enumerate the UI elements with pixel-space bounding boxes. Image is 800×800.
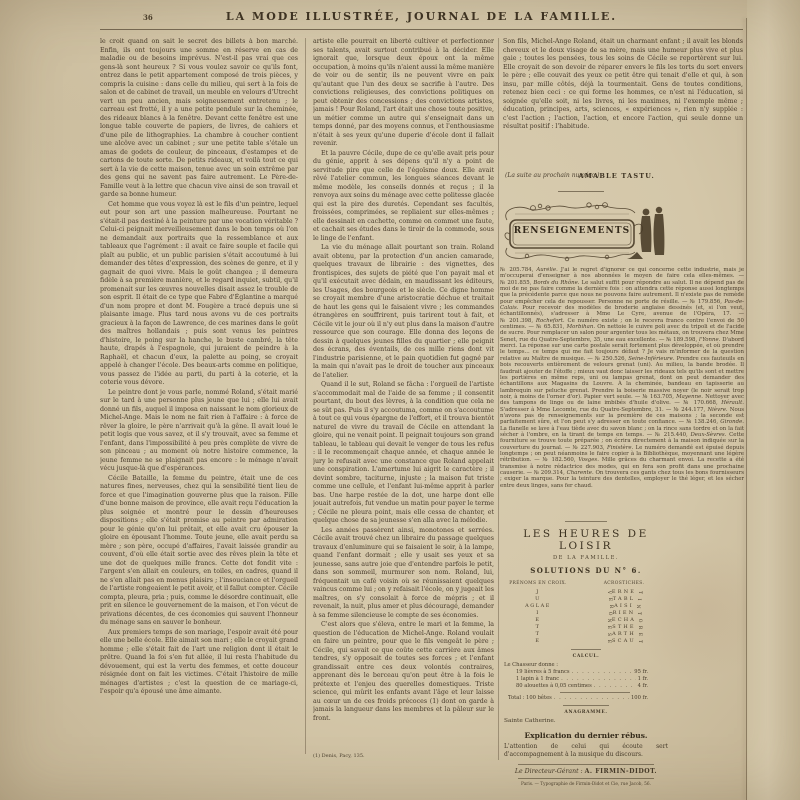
calcul-total: [508, 695, 648, 702]
anagramme-heading: ANAGRAMME.: [564, 710, 608, 715]
rebus-heading: Explication du dernier rébus.: [524, 731, 648, 740]
gerant-label: Le Directeur-Gérant :: [514, 768, 583, 776]
section-rule: [565, 521, 607, 522]
column-divider-1: [305, 38, 306, 754]
acrostiches-header: ACROSTICHES.: [603, 581, 645, 586]
solutions-heading: SOLUTIONS DU N° 6.: [530, 566, 642, 575]
loisirs-title: LES HEURES DE LOISIR: [523, 528, 649, 552]
gerant-name: A. FIRMIN-DIDOT.: [584, 768, 658, 776]
renseignements-banner: [503, 200, 669, 262]
section-rule: [571, 649, 601, 650]
calcul-rule: [560, 692, 630, 693]
acrostiches: [576, 581, 672, 645]
prenoms-en-croix: [500, 581, 576, 645]
imprint-line: Paris. — Typographie de Firmin-Didot et Cie, rue Jacob, 56.: [521, 782, 651, 788]
calcul-lines: 19 lièvres à 5 francs . . . 95 fr. 1 lapin à 1 franc . . . 1 fr. 80 alouettes à 0,05 centimes . . . 4 fr.: [516, 669, 648, 690]
renseignements-title: RENSEIGNEMENTS: [513, 226, 631, 236]
text-column-1: le croit quand on sait le secret des billets à bon marché. Enfin, ils ont toujours une somme en réserve en cas de maladie ou de besoins imprévus. N'est-il pas vrai que ces gens-là sont heureux ? Si vous voulez savoir ce qu'ils font, entrez dans le petit appartement composé de trois pièces, y compris la cuisine : dans celle du milieu, qui sert à la fois de salon et de cabinet de travail, un meuble en velours d'Utrecht vert un peu ancien, mais soigneusement entretenu ; le carreau est frotté, il y a une petite pendule sur la cheminée, des rideaux blancs à la fenêtre. Devant cette fenêtre est une longue table couverte de papiers, de livres, de cahiers et d'une pile de lithographies. La chambre à coucher contient une alcôve avec un cabinet ; sur une petite table s'étale un amas de godets de couleur, de pinceaux, d'estampes et de cartons de toute sorte. De petits rideaux, et voilà tout ce qui sert à la vie de cette maison, tenue avec un soin extrême par des gens qui ne savent pas faire autrement. Le Père-de-Famille veut à la lettre que chacun vive ainsi de son travail et garde sa bonne humeur. Cet homme que vous voyez là est le fils d'un peintre, lequel eut pour son art une passion malheureuse. Pourtant ne s'était-il pas destiné à la peinture par une vocation véritable ? Celui-ci peignait merveilleusement dans le bon temps où l'on ne demandait aux portraits que la ressemblance et aux tableaux que l'agrément : il avait ce faire souple et facile qui plaît au public, et un public parisien s'était accoutumé à lui demander des têtes d'expression, des scènes de genre, et il y gagnait de quoi vivre. Mais le goût changea ; il demeura fidèle à sa première manière, et le regard inquiet, subtil, qu'il promenait sur les œuvres nouvelles disait assez le trouble de son esprit. Il était de ce type que Fabre d'Églantine a marqué d'un nom propre et dont M. Fougère a tracé depuis une si plaisante image. Plus tard nous avons vu de ces portraits gracieux à la façon de Lawrence, de ces marines dans le goût des maîtres hollandais ; puis sont venus les peintres d'histoire, le poing sur la hanche, le buste cambré, la tête haute, drapés à l'espagnole, qui juraient de peindre à la Raphaël, et chacun d'eux, la palette au poing, se croyait appelé à changer l'école. Des beaux-arts comme en politique, vous passez de l'idée au parti, du parti à la coterie, et la coterie vous dévore. Le peintre dont je vous parle, nommé Roland, s'était marié sur le tard à une personne plus jeune que lui ; elle lui avait donné un fils, auquel il imposa en naissant le nom glorieux de Michel-Ange. Mais le nom ne fait rien à l'affaire : à force de rêver la gloire, le père n'arrivait qu'à la gêne. Il avait loué le petit logis que vous savez, et il s'y trouvait, avec sa femme et l'enfant, dans l'impossibilité à peu près complète de vivre de son pinceau ; au moment où notre histoire commence, la jeune femme ne se plaignait pas encore : le ménage n'avait vécu jusque-là que d'espérances. Cécile Bataille, la femme du peintre, était une de ces natures fines, nerveuses, chez qui la sensibilité tient lieu de force et que l'imagination gouverne plus que la raison. Fille d'une bonne maison de province, elle avait reçu l'éducation la plus soignée et montré pour le dessin d'heureuses dispositions ; elle s'était promise au peintre par admiration pour le génie qu'on lui prêtait, et elle avait cru épouser la gloire en épousant l'homme. Toute jeune, elle avait perdu sa mère ; son père, occupé d'affaires, l'avait laissée grandir au couvent, d'où elle était sortie avec des rêves plein la tête et une dot de quelques mille francs. Cette dot fondit vite : l'argent s'en allait en couleurs, en toiles, en cadres, quand il ne s'en allait pas en menus plaisirs ; l'insouciance et l'orgueil de l'artiste rongeaient le petit avoir, et il fallut compter. Cécile compta, pleura, pria ; puis, comme le désordre continuait, elle prit en silence le gouvernement de la maison, et l'on vécut de privations décentes, de ces économies qui sauvent l'honneur du ménage sans en sauver le bonheur. Aux premiers temps de son mariage, l'espoir avait été pour elle une belle école. Elle aimait son mari ; elle le croyait grand homme ; elle s'était fait de l'art une religion dont il était le prêtre. Quand la foi s'en fut allée, il lui resta l'habitude du dévouement, qui est la vertu des femmes, et cette douceur résignée dont on fait les victimes. C'était l'histoire de mille ménages d'artistes ; c'est la question de ce mariage-ci, l'espoir qu'a épousé une âme aimante.: [100, 38, 298, 695]
calcul-total-amount: 100 fr.: [630, 695, 648, 701]
page-number: 36: [143, 13, 153, 22]
section-divider: [558, 191, 604, 192]
prenoms-header: PRÉNOMS EN CROIX.: [509, 581, 567, 586]
puzzle-solutions: [500, 581, 672, 645]
acrostiche-rows: VERNET ETABLI RAISIN ORIENT NECHAO ESTHER SARTHE ESCAUT: [605, 589, 643, 644]
page-edge-line: [746, 18, 747, 800]
loisirs-section: [500, 521, 672, 787]
text-column-3: Son fils, Michel-Ange Roland, était un charmant enfant ; il avait les blonds cheveux et le doux visage de sa mère, mais une humeur plus vive et plus gaie ; toutes les pensées, tous les soins de Cécile se reportèrent sur lui. Elle croyait de son devoir de réparer envers le fils les torts du sort envers le père ; elle couvait des yeux ce petit être qui tenait d'elle et qui, à son insu, par mille côtés, déjà la tourmentait. Gens de toutes conditions, retenez bien ceci : ce qui forme les hommes, ce n'est ni l'éducation, si soignée qu'elle soit, ni les livres, ni les maximes, ni l'exemple même ; éducation, principes, arts, sciences, « expériences », rien n'y supplée : c'est l'action ; l'action, l'action, et encore l'action, qui seule donne un résultat positif : l'habitude.: [503, 38, 743, 130]
gerant-line: [500, 768, 672, 775]
rebus-text: L'attention de celui qui écoute sert d'accompagnement à la musique du discours.: [504, 743, 668, 758]
continuation-note: (La suite au prochain numéro.): [505, 172, 600, 179]
serial-end-line: [503, 172, 743, 182]
journal-title: LA MODE ILLUSTRÉE, JOURNAL DE LA FAMILLE.: [225, 10, 618, 23]
section-rule: [563, 705, 609, 706]
anagramme-answer: Sainte Catherine.: [504, 718, 556, 724]
calcul-intro: Le Chasseur donne :: [504, 662, 559, 668]
prenoms-letters: J U AGLAE I E T T E: [525, 589, 551, 644]
calcul-total-label: Total : 100 bêtes: [508, 695, 552, 701]
footer-rule: [518, 764, 654, 765]
text-column-2: artiste elle pourrait en liberté cultiver et perfectionner ses talents, avait surtout contribué à la décider. Elle ignorait que, lorsque deux époux ont la même occupation, à moins qu'ils n'aient aussi la même manière de voir ou de sentir, ils ne peuvent vivre en paix qu'autant que l'un des deux se sacrifie à l'autre. Des convictions religieuses, des convictions politiques on peut obtenir des concessions ; des convictions artistes, jamais ! Pour Roland, l'art était une chose toute positive, un métier comme un autre qui s'enseignait dans un temps donné, par des moyens connus, et l'enthousiasme n'était à ses yeux qu'une duperie d'école dont il fallait revenir. Et la pauvre Cécile, dupe de ce qu'elle avait pris pour du génie, apprit à ses dépens qu'il n'y a point de servitude pire que celle de l'égoïsme doux. Elle avait rêvé l'atelier commun, les longues séances devant le même modèle, les conseils donnés et reçus ; il la renvoya aux soins du ménage avec cette politesse glacée qui est la pire des duretés. Cependant ses facultés, froissées, comprimées, se repliaient sur elles-mêmes ; elle dessinait en cachette, comme on commet une faute, et cachait ses études dans le tiroir de la commode, sous le linge de l'enfant. La vie du ménage allait pourtant son train. Roland avait obtenu, par la protection d'un ancien camarade, quelques travaux de librairie : des vignettes, des frontispices, des sujets de piété que l'on payait mal et qu'il exécutait avec dédain, en maudissant les éditeurs, les Usages, des bourgeois et le siècle. Ce digne homme se croyait membre d'une aristocratie déchue et traitait de haut les gens qui le faisaient vivre ; les commandes étrangères en souffrirent, puis tarirent tout à fait, et Cécile vit le jour où il n'y eut plus dans la maison d'autre ressource que son courage. Elle donna des leçons de dessin à quelques jeunes filles du quartier ; elle peignit des écrans, des éventails, de ces mille riens dont vit l'industrie parisienne, et le pain quotidien fut gagné par la main qui n'avait pas le droit de toucher aux pinceaux de l'atelier. Quand il le sut, Roland se fâcha : l'orgueil de l'artiste s'accommodait mal de l'aide de sa femme ; il consentit pourtant, du bout des lèvres, à la condition que cela ne se sût pas. Puis il s'y accoutuma, comme on s'accoutume à tout ce qui vous épargne de l'effort, et il trouva bientôt naturel de vivre du travail de Cécile en attendant la gloire, qui ne venait point. Il peignait toujours son grand tableau, le tableau qui devait le venger de tous les refus : il le recommençait chaque année, et chaque année le jury le refusait avec une constance que Roland appelait une conspiration. L'amertume lui aigrit le caractère ; il devint sombre, taciturne, injuste ; la maison fut triste comme une cellule, et l'enfant lui-même apprit à parler bas. Une harpe restée de la dot, une harpe dont elle jouait autrefois, fut vendue un matin pour payer le terme ; Cécile ne pleura point, mais elle cessa de chanter, et quelque chose de sa jeunesse s'en alla avec la mélodie. Les années passèrent ainsi, monotones et serrées. Cécile avait trouvé chez un libraire du passage quelques travaux d'enluminure qui se faisaient le soir, à la lampe, quand l'enfant dormait ; elle y usait ses yeux et sa jeunesse, sans autre joie que d'entendre parfois le petit, dans son sommeil, murmurer son nom. Roland, lui, fréquentait un café voisin où se réunissaient quelques vaincus comme lui ; on y refaisait l'école, on y jugeait les maîtres, on s'y consolait à force de mépris ; et il revenait, la nuit, plus amer et plus découragé, demander à sa femme silencieuse le compte de ses économies. C'est alors que s'éleva, entre le mari et la femme, la question de l'éducation de Michel-Ange. Roland voulait en faire un peintre, pour que le fils vengeât le père ; Cécile, qui savait ce que coûte cette carrière aux âmes tendres, s'y opposait de toutes ses forces ; et l'enfant grandissait entre ces deux volontés contraires, apprenant dès le berceau qu'on peut être à la fois le prétexte et l'enjeu des querelles domestiques. Triste science, qui mûrit les enfants avant l'âge et leur laisse au cœur un de ces froids précoces (1) dont on garde à jamais la langueur dans les membres et la pâleur sur le front.: [313, 38, 494, 722]
footnote: (1) Denis, Pacy, 135.: [313, 753, 365, 759]
loisirs-subtitle: DE LA FAMILLE.: [552, 555, 619, 561]
renseignements-text: № 205.784, Aurélie. J'ai le regret d'ignorer ce qui concerne cette industrie, mais je m'occuperai d'enseigner à nos abonnées le moyen de faire cela elles-mêmes. — № 201.855, Bords du Rhône. Le salut suffit pour répondre au salut. Il ne dépend pas de moi de ne pas faire comme la dernière fois : on attendra cette réponse aussi longtemps que la précédente parce que nous ne pouvons faire autrement. Il n'existe pas de remède pour empêcher cela de repousser. Personne ne porte de résille. — № 179.856, Pas-de-Calais. Pour recevoir des modèles de broderie anglaise dessinés (et, si l'on veut, échantillonnés), s'adresser à Mme Le Cyre, avenue de l'Opéra, 17. — № 201.398, Rochefort. Ce numéro existe ; on le recevra franco contre l'envoi de 50 centimes. — № 65.831, Morbihan. On nettoie le cuivre poli avec du tripoli et de l'acide de sucre. Pour remplacer un salon pour argenter tous les métaux, on trouvera chez Mme Senet, rue du Quatre-Septembre, 35, une eau excellente. — № 189.598, l'Yonne. D'abord merci. La réponse sur une carte postale serait fortement plus développée, et où prendre le temps... ce temps qui me fait toujours défaut ? Je vais m'informer de la question relative au Maître de musique. — № 250.526, Seine-Inférieure. Prendre ces fauteuils en bois recouverts entièrement de velours grenat (uni). Au milieu, la bande brodée. Il faudrait ajouter de l'étoffe ; mieux vaut donc laisser les rideaux tels qu'ils sont et mettre les portières en même reps, uni ou lampas grenat, dont on peut demander des échantillons aux Magasins du Louvre. À la cheminée, bandeau en tapisserie au lambrequin sur peluche grenat. Prendre la boiserie massive noyer (le noir serait trop noir, à moins de l'orner d'or). Papier vert seule. — № 163.705, Mayenne. Nettoyer avec des tampons de linge ou de laine imbibés d'huile d'olive. — № 170.668, Hérault. S'adresser à Mme Lecomte, rue du Quatre-Septembre, 31. — № 244.177, Nièvre. Nous n'avons pas de renseignements sur la première de ces maisons ; la seconde est parfaitement sûre, et l'on peut s'y adresser en toute confiance. — № 138.246, Gironde. La flanelle se lave à l'eau tiède avec du savon blanc ; on la rince sans tordre et on la fait sécher à l'ombre, en la tirant de temps en temps. — № 215.440, Deux-Sèvres. Cette fourniture se trouve toute préparée ; on écrira directement à la maison indiquée sur la couverture du journal. — № 227.903, Finistère. Le numéro demandé est épuisé depuis longtemps ; on peut néanmoins le faire copier à la Bibliothèque, moyennant une légère rétribution. — № 182.560, Vosges. Mille grâces du charmant envoi. La recette a été transmise à notre rédactrice des modes, qui en fera son profit dans une prochaine causerie. — № 209.314, Charente. On trouvera ces gants chez tous les bons fournisseurs ; exiger la marque. Pour la teinture des dentelles, employer le thé léger, et les sécher entre deux linges, sans fer chaud.: [500, 267, 744, 489]
page-edge-band: [747, 0, 800, 800]
calcul-heading: CALCUL.: [572, 654, 600, 659]
header-rule: [100, 29, 743, 30]
column-divider-2: [498, 38, 499, 760]
dot-leader: [554, 695, 629, 702]
footer-rule: [518, 778, 654, 779]
author-signature: AMABLE TASTU.: [578, 172, 655, 180]
